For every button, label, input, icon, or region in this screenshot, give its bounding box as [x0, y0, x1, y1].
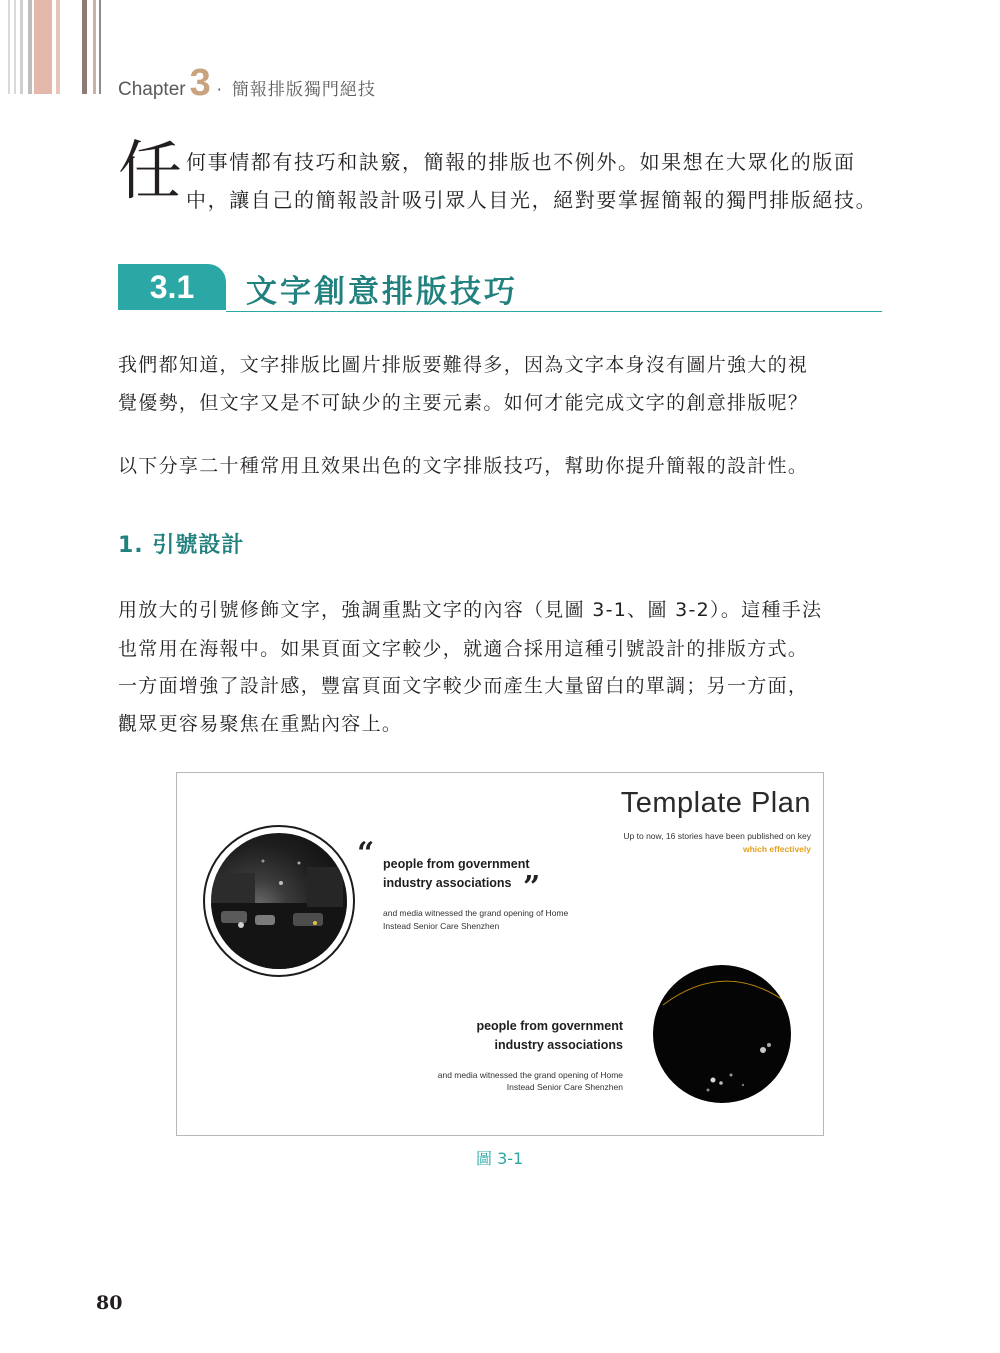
- chapter-label: Chapter: [118, 79, 186, 100]
- page-number: 80: [96, 1292, 123, 1314]
- section-number-badge: 3.1: [118, 264, 226, 310]
- decor-stripe: [20, 0, 23, 94]
- quote-open-mark: “: [357, 836, 375, 871]
- chapter-number: 3: [189, 62, 211, 104]
- decor-stripe: [93, 0, 96, 94]
- street-photo-art: [211, 833, 347, 969]
- chapter-header: [118, 64, 376, 104]
- decor-stripe: [8, 0, 10, 94]
- subsection-title: 1. 引號設計: [118, 533, 245, 558]
- chapter-title: 簡報排版獨門絕技: [231, 80, 376, 100]
- section-heading: [118, 264, 882, 312]
- figure-slide: [176, 772, 824, 1136]
- quote-body: Instead Senior Care Shenzhen: [383, 921, 500, 931]
- drop-cap: 任: [118, 135, 182, 209]
- decor-stripe: [82, 0, 87, 94]
- body-line: 覺優勢，但文字又是不可缺少的主要元素。如何才能完成文字的創意排版呢？: [118, 392, 809, 414]
- night-photo-art: [653, 965, 791, 1103]
- quote-close-mark: ”: [523, 870, 541, 905]
- decor-stripe: [14, 0, 16, 94]
- slide-title: Template Plan: [620, 787, 811, 819]
- quote-heading: people from government: [383, 857, 530, 871]
- decor-stripe: [56, 0, 60, 94]
- circle-photo-street: [203, 825, 355, 977]
- slide-subtitle: Up to now, 16 stories have been published on key: [623, 831, 811, 841]
- body-line: 觀眾更容易聚焦在重點內容上。: [118, 713, 403, 735]
- decor-stripe: [99, 0, 101, 94]
- slide-subtitle-highlight: which effectively: [742, 844, 811, 854]
- intro-line: 何事情都有技巧和訣竅，簡報的排版也不例外。如果想在大眾化的版面: [186, 150, 856, 174]
- figure-caption: 圖 3-1: [476, 1149, 524, 1168]
- chapter-separator: ·: [216, 80, 222, 99]
- section-divider: [226, 311, 882, 312]
- quote-body: Instead Senior Care Shenzhen: [506, 1082, 623, 1092]
- body-line: 我們都知道，文字排版比圖片排版要難得多，因為文字本身沒有圖片強大的視: [118, 354, 809, 376]
- quote-heading: industry associations: [494, 1038, 623, 1052]
- body-line: 一方面增強了設計感，豐富頁面文字較少而產生大量留白的單調；另一方面，: [118, 675, 809, 697]
- quote-body: and media witnessed the grand opening of Home: [383, 908, 569, 918]
- quote-heading: industry associations: [383, 876, 512, 890]
- body-line: 用放大的引號修飾文字，強調重點文字的內容（見圖 3-1、圖 3-2）。這種手法: [118, 599, 823, 621]
- section-title: 文字創意排版技巧: [246, 274, 518, 310]
- intro-line: 中，讓自己的簡報設計吸引眾人目光，絕對要掌握簡報的獨門排版絕技。: [186, 188, 878, 212]
- street-photo: [211, 833, 347, 969]
- body-line: 以下分享二十種常用且效果出色的文字排版技巧，幫助你提升簡報的設計性。: [118, 455, 809, 477]
- decor-stripe: [28, 0, 32, 94]
- body-line: 也常用在海報中。如果頁面文字較少，就適合採用這種引號設計的排版方式。: [118, 638, 809, 660]
- quote-heading: people from government: [476, 1019, 623, 1033]
- quote-body: and media witnessed the grand opening of Home: [437, 1070, 623, 1080]
- circle-photo-night: [653, 965, 791, 1103]
- decor-stripe: [34, 0, 52, 94]
